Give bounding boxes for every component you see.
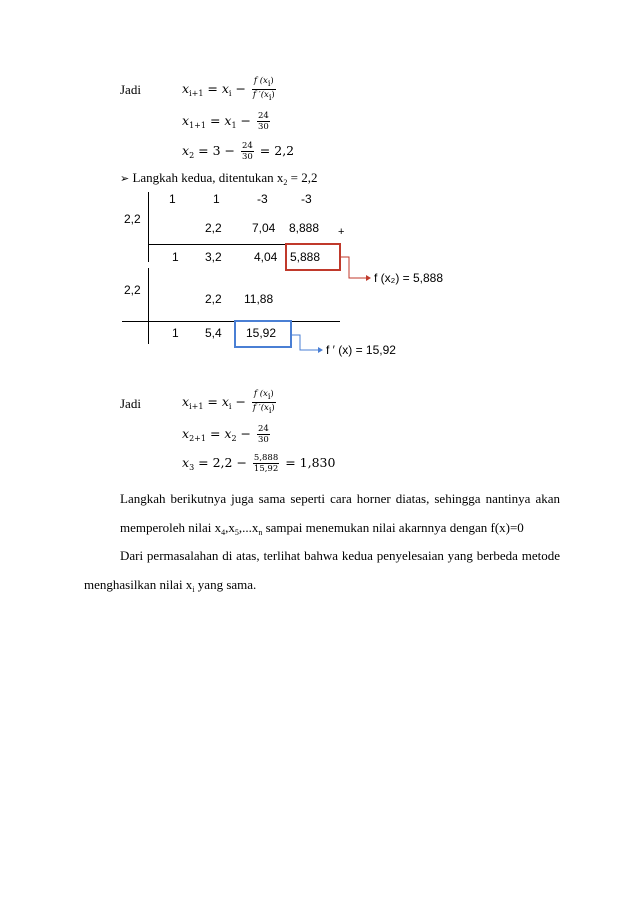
sum-3: 4,04 (254, 250, 278, 264)
jadi-label-2: Jadi (120, 396, 141, 411)
product-1: 2,2 (205, 221, 222, 235)
paragraph-conclusion: Dari permasalahan di atas, terlihat bahwa kedua penyelesaian yang berbeda metode menghasilkan nilai $x_i$ yang sama. (84, 548, 560, 594)
arrow-bullet-icon: ➢ (120, 172, 130, 185)
derivative-sum-1: 1 (172, 326, 179, 340)
jadi-label-1: Jadi (120, 82, 141, 97)
iteration-x2-result: $x_2 = 3$ − $\frac{24}{30}$ = 2,2 (182, 141, 295, 162)
plus-sign: + (338, 226, 345, 238)
iteration-x3-step: $x_{2+1} = x_2$ − $\frac{24}{30}$ (182, 424, 269, 445)
blue-arrow-icon (292, 335, 318, 350)
sum-2: 3,2 (205, 250, 222, 264)
paragraph-next-steps: Langkah berikutnya juga sama seperti cara horner diatas, sehingga nantinya akan memperoleh nilai $x_4,x_5,...x_n$ sampai menemukan nilai akarnnya dengan f(x)=0 (120, 491, 560, 537)
coef-2: 1 (213, 192, 220, 206)
sum-1: 1 (172, 250, 179, 264)
iteration-x2-step: $x_{1+1} = x_1$ − $\frac{24}{30}$ (182, 111, 269, 132)
product-3: 8,888 (289, 221, 320, 235)
coef-4: -3 (301, 192, 312, 206)
fprime-annotation: f ′ (x) = 15,92 (326, 343, 396, 357)
red-arrow-icon (341, 257, 366, 278)
multiplier-2: 2,2 (124, 283, 141, 297)
fx-annotation: f (x₂) = 5,888 (374, 271, 444, 285)
step-two-bullet: ➢ Langkah kedua, ditentukan $x_2 = 2,2$ (120, 170, 318, 187)
product-2: 7,04 (252, 221, 276, 235)
coef-1: 1 (169, 192, 176, 206)
derivative-sum-2: 5,4 (205, 326, 222, 340)
blue-arrowhead-icon (318, 347, 323, 353)
product-row2-2: 11,88 (244, 292, 274, 306)
newton-formula-1: $x_{i+1} = x_i$ − $\frac{f (xi)}{f '(xi)}$ (182, 76, 275, 102)
sum-4: 5,888 (290, 250, 321, 264)
red-arrowhead-icon (366, 275, 371, 281)
formula-fraction: $\frac{f (xi)}{f '(xi)}$ (252, 76, 275, 102)
product-row2-1: 2,2 (205, 292, 222, 306)
newton-formula-2: $x_{i+1} = x_i$ − $\frac{f (xi)}{f '(xi)}$ (182, 389, 275, 415)
derivative-sum-3: 15,92 (246, 326, 277, 340)
multiplier-1: 2,2 (124, 212, 141, 226)
iteration-x3-result: $x_3 = 2,2$ − $\frac{5,888}{15,92}$ = 1,830 (182, 453, 336, 474)
coef-3: -3 (257, 192, 268, 206)
